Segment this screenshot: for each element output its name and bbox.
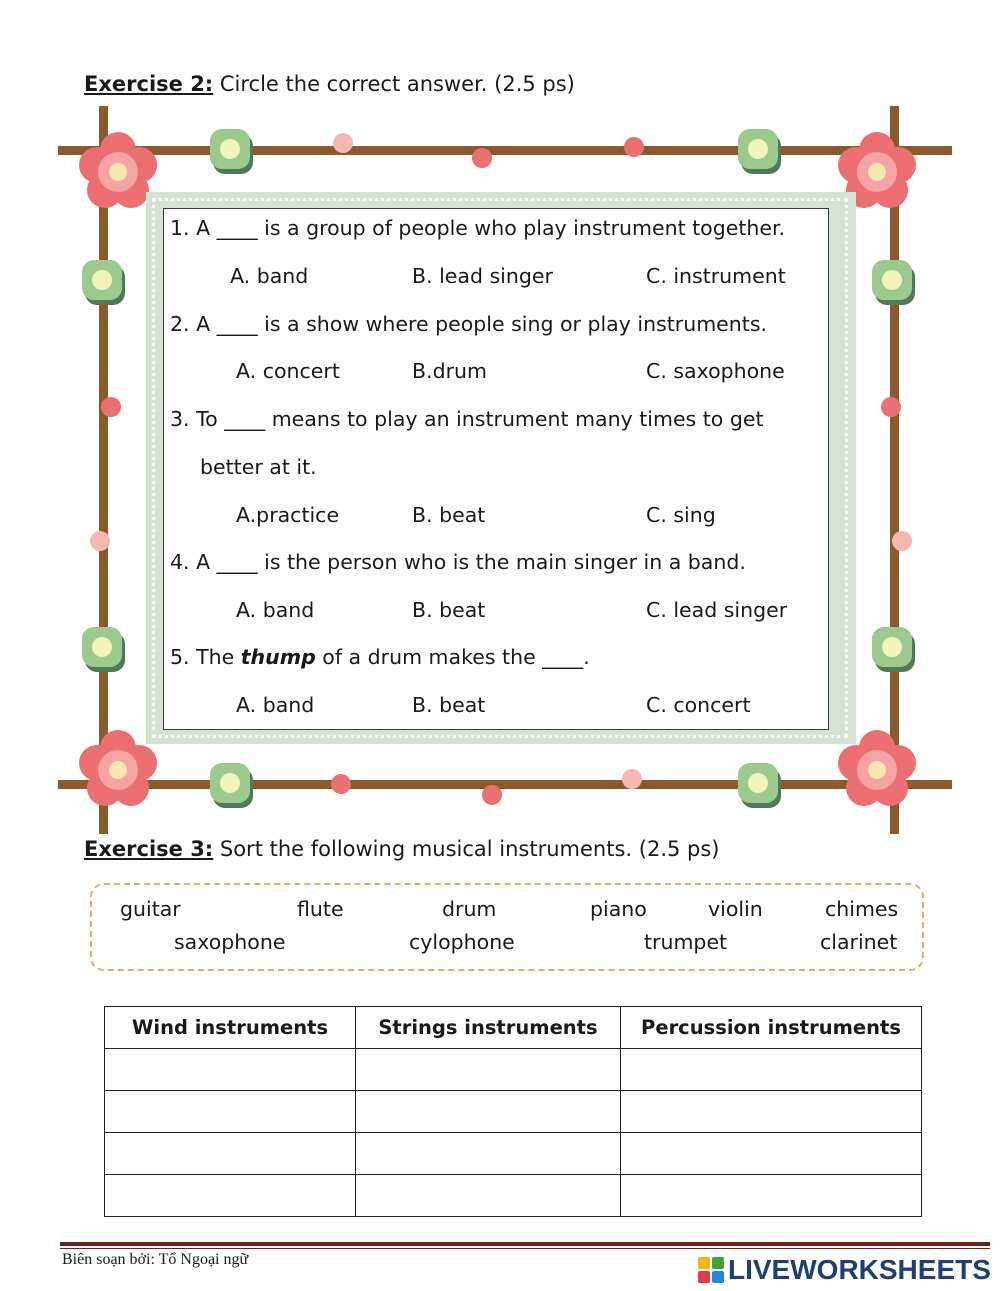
footer-divider-thin bbox=[60, 1248, 990, 1249]
question-5-option-c[interactable]: C. concert bbox=[646, 693, 751, 717]
question-3-option-c[interactable]: C. sing bbox=[646, 503, 716, 527]
question-2-option-b[interactable]: B.drum bbox=[412, 359, 487, 383]
word-bank-item[interactable]: guitar bbox=[120, 897, 181, 921]
word-bank-item[interactable]: cylophone bbox=[409, 930, 515, 954]
question-4-option-c[interactable]: C. lead singer bbox=[646, 598, 788, 622]
table-row bbox=[105, 1091, 922, 1133]
question-4-text: 4. A ____ is the person who is the main singer in a band. bbox=[170, 550, 746, 574]
word-bank-item[interactable]: drum bbox=[442, 897, 497, 921]
question-5-text-after: of a drum makes the ____. bbox=[315, 645, 590, 669]
question-5-text-before: 5. The bbox=[170, 645, 241, 669]
table-header-row bbox=[105, 1007, 922, 1049]
question-1-option-c[interactable]: C. instrument bbox=[646, 264, 786, 288]
answer-cell[interactable] bbox=[621, 1049, 922, 1091]
logo-block bbox=[698, 1257, 710, 1269]
header-percussion-instruments: Percussion instruments bbox=[621, 1007, 922, 1049]
answer-cell[interactable] bbox=[621, 1175, 922, 1217]
answer-cell[interactable] bbox=[356, 1049, 621, 1091]
question-4-option-b[interactable]: B. beat bbox=[412, 598, 486, 622]
table-row bbox=[105, 1133, 922, 1175]
word-bank-item[interactable]: piano bbox=[590, 897, 647, 921]
question-5-text bbox=[170, 645, 590, 669]
question-5-emphasis: thump bbox=[240, 645, 316, 669]
answer-cell[interactable] bbox=[356, 1133, 621, 1175]
question-2-option-a[interactable]: A. concert bbox=[236, 359, 340, 383]
table-row bbox=[105, 1175, 922, 1217]
question-1-option-b[interactable]: B. lead singer bbox=[412, 264, 553, 288]
logo-block bbox=[712, 1257, 724, 1269]
logo-block bbox=[712, 1271, 724, 1283]
question-1-text: 1. A ____ is a group of people who play instrument together. bbox=[170, 216, 786, 240]
word-bank bbox=[90, 883, 924, 971]
answer-cell[interactable] bbox=[105, 1091, 356, 1133]
word-bank-item[interactable]: clarinet bbox=[820, 930, 898, 954]
logo-text: LIVEWORKSHEETS bbox=[728, 1254, 991, 1285]
answer-cell[interactable] bbox=[105, 1133, 356, 1175]
question-3-option-a[interactable]: A.practice bbox=[236, 503, 340, 527]
question-3-option-b[interactable]: B. beat bbox=[412, 503, 486, 527]
exercise-2-instruction: Circle the correct answer. (2.5 ps) bbox=[213, 72, 575, 96]
exercise-3-heading bbox=[84, 837, 720, 861]
answer-cell[interactable] bbox=[105, 1049, 356, 1091]
answer-cell[interactable] bbox=[621, 1133, 922, 1175]
answer-cell[interactable] bbox=[356, 1175, 621, 1217]
footer-divider bbox=[60, 1242, 990, 1246]
question-2-option-c[interactable]: C. saxophone bbox=[646, 359, 785, 383]
question-5-option-a[interactable]: A. band bbox=[236, 693, 315, 717]
question-4-option-a[interactable]: A. band bbox=[236, 598, 315, 622]
word-bank-item[interactable]: trumpet bbox=[644, 930, 728, 954]
question-2-text: 2. A ____ is a show where people sing or play instruments. bbox=[170, 312, 768, 336]
question-3-text-continued: better at it. bbox=[200, 455, 317, 479]
header-wind-instruments: Wind instruments bbox=[105, 1007, 356, 1049]
exercise-3-label: Exercise 3: bbox=[84, 837, 214, 861]
sort-table bbox=[104, 1006, 922, 1217]
word-bank-item[interactable]: saxophone bbox=[174, 930, 286, 954]
exercise-2-label: Exercise 2: bbox=[84, 72, 214, 96]
word-bank-item[interactable]: violin bbox=[708, 897, 763, 921]
table-row bbox=[105, 1049, 922, 1091]
logo-blocks-icon bbox=[698, 1257, 724, 1283]
answer-cell[interactable] bbox=[356, 1091, 621, 1133]
liveworksheets-logo[interactable] bbox=[698, 1254, 991, 1286]
answer-cell[interactable] bbox=[621, 1091, 922, 1133]
question-1-option-a[interactable]: A. band bbox=[230, 264, 309, 288]
word-bank-item[interactable]: flute bbox=[297, 897, 344, 921]
question-3-text: 3. To ____ means to play an instrument many times to get bbox=[170, 407, 764, 431]
word-bank-item[interactable]: chimes bbox=[825, 897, 899, 921]
exercise-2-heading bbox=[84, 72, 575, 96]
logo-block bbox=[698, 1271, 710, 1283]
question-5-option-b[interactable]: B. beat bbox=[412, 693, 486, 717]
header-strings-instruments: Strings instruments bbox=[356, 1007, 621, 1049]
footer-author: Biên soạn bởi: Tổ Ngoại ngữ bbox=[62, 1251, 249, 1268]
exercise-3-instruction: Sort the following musical instruments. (2.5 ps) bbox=[213, 837, 720, 861]
answer-cell[interactable] bbox=[105, 1175, 356, 1217]
